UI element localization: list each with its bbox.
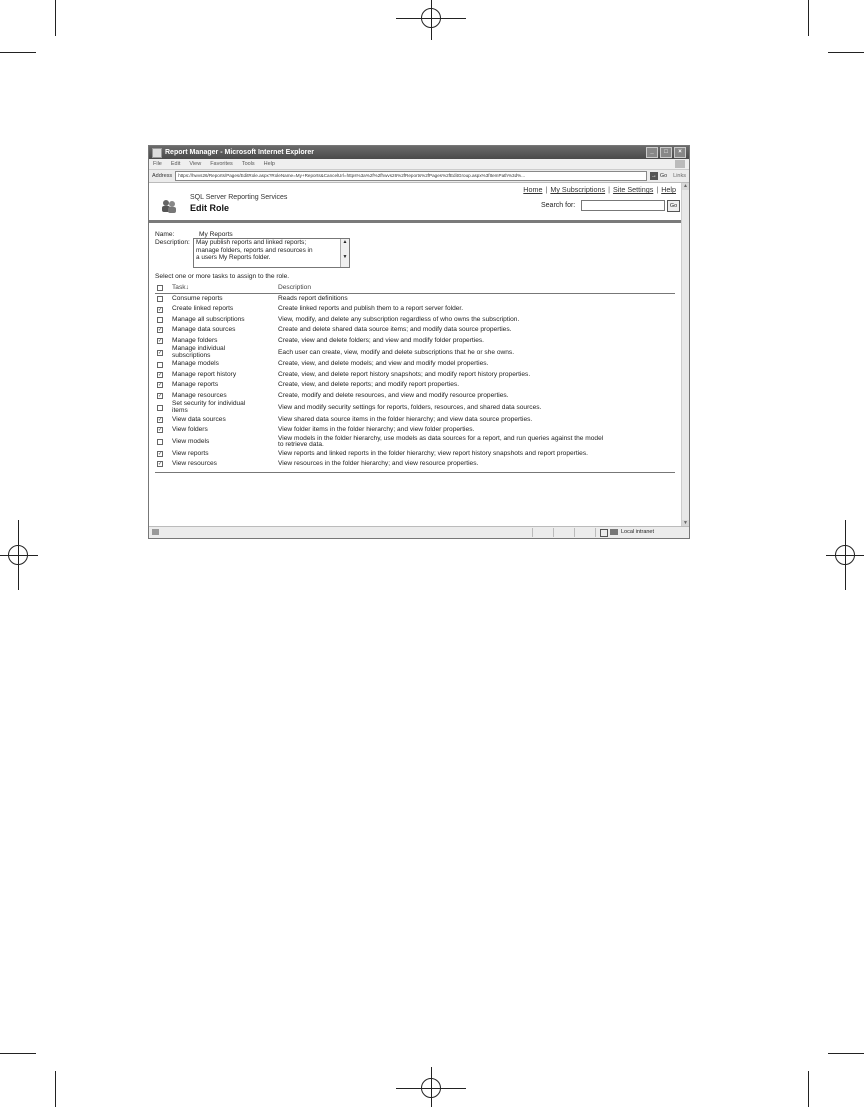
task-row [155,294,675,304]
links-button[interactable]: Links [673,173,686,179]
crop-mark [55,0,56,36]
menu-view[interactable]: View [189,161,202,167]
tasks-table [155,284,675,473]
task-checkbox[interactable] [157,317,163,323]
task-row [155,425,675,435]
name-value: My Reports [199,231,233,238]
task-description [278,393,673,399]
task-row [155,304,675,314]
task-description [278,361,673,367]
task-description [278,372,673,378]
task-name-line: Manage folders [172,336,218,344]
task-name [172,361,274,367]
task-name [172,346,274,359]
task-name-line: View reports [172,449,209,457]
task-name [172,401,274,414]
task-name [172,296,274,302]
task-description [278,451,673,457]
browser-window [148,145,690,539]
task-name-line: View resources [172,460,217,468]
table-header [155,284,675,294]
task-checkbox[interactable] [157,439,163,445]
task-description-line: Create linked reports and publish them to a report server folder. [278,305,464,313]
page-icon [152,529,159,535]
description-line: May publish reports and linked reports; [196,239,307,246]
task-description-line: View and modify security settings for reports, folders, resources, and shared data sources. [278,403,542,411]
task-description [278,405,673,411]
task-checkbox[interactable]: ✓ [158,416,163,423]
task-description [278,382,673,388]
task-name-line: View models [172,437,210,445]
page-scrollbar[interactable] [681,183,689,527]
name-label: Name: [155,231,175,238]
task-name-line: items [172,406,188,414]
task-row [155,359,675,369]
task-name [172,338,274,344]
page-header [149,193,682,217]
task-name-line: Manage individual [172,345,226,353]
crop-mark [808,1071,809,1107]
task-name [172,327,274,333]
menu-help[interactable]: Help [263,161,275,167]
task-description [278,461,673,467]
task-row [155,401,675,415]
task-name-line: View data sources [172,415,226,423]
crop-mark [0,52,36,53]
address-bar [149,170,689,183]
task-name [172,317,274,323]
task-row [155,449,675,459]
status-bar [149,526,689,538]
task-description-line: View resources in the folder hierarchy; and view resource properties. [278,460,479,468]
task-checkbox[interactable] [157,405,163,411]
task-name [172,439,274,445]
title-bar [149,146,689,159]
task-row [155,380,675,390]
maximize-icon[interactable]: □ [660,147,672,158]
task-checkbox[interactable]: ✓ [158,306,163,313]
task-row [155,346,675,360]
task-row [155,336,675,346]
page-content [149,183,682,527]
help-link[interactable]: Help [661,185,676,194]
intranet-icon [610,529,618,535]
task-description [278,306,673,312]
task-row [155,415,675,425]
task-checkbox[interactable]: ✓ [158,349,163,356]
task-name-line: Create linked reports [172,305,234,313]
task-row [155,315,675,325]
task-name-line: Manage resources [172,391,227,399]
menu-edit[interactable]: Edit [170,161,181,167]
crop-mark [828,1053,864,1054]
menu-tools[interactable]: Tools [241,161,255,167]
nav-separator: | [656,185,659,194]
task-description [278,296,673,302]
registration-circle [835,545,855,565]
select-all-checkbox[interactable] [157,285,163,291]
task-description-line: to retrieve data. [278,441,324,449]
menu-bar [149,159,689,170]
task-description-line: Create, view, and delete reports; and modify report properties. [278,381,460,389]
task-name-line: Manage all subscriptions [172,315,245,323]
task-name [172,451,274,457]
task-description-line: Each user can create, view, modify and delete subscriptions that he or she owns. [278,348,515,356]
sort-arrow-icon: ↓ [185,284,189,291]
crop-mark [0,1053,36,1054]
task-row [155,459,675,469]
task-checkbox[interactable]: ✓ [158,382,163,389]
crop-mark [808,0,809,36]
task-name [172,372,274,378]
task-checkbox[interactable]: ✓ [158,461,163,468]
task-description [278,327,673,333]
instruction-text: Select one or more tasks to assign to the role. [155,273,290,280]
task-checkbox[interactable]: ✓ [158,337,163,344]
my-subscriptions-link[interactable]: My Subscriptions [550,185,606,194]
task-name-line: Manage data sources [172,326,236,334]
task-name-line: Manage reports [172,381,219,389]
textarea-scrollbar[interactable]: ▲ ▼ [340,239,349,267]
task-name-line: Consume reports [172,295,223,302]
description-column-header: Description [278,284,311,291]
task-description-line: View folder items in the folder hierarchy; and view folder properties. [278,425,475,433]
task-name [172,417,274,423]
task-name-line: subscriptions [172,351,211,359]
address-input[interactable]: https://hwvs26/Reports/Pages/EditRole.aspx?RoleName=My+Reports&CancelUrl=https%3a%2f%2fhwvs26%2fReports%2fPages%2fEditGroup.aspx%3fItemPath%3d%... [175,171,647,181]
nav-separator: | [608,185,610,194]
task-description-line: View reports and linked reports in the folder hierarchy; view report history snapshots and report properties. [278,449,588,457]
task-column-header[interactable]: Task↓ [172,284,189,291]
task-name [172,461,274,467]
task-name-line: Manage report history [172,370,237,378]
task-description-line: Create, modify and delete resources, and view and modify resource properties. [278,391,509,399]
registration-circle [421,1078,441,1098]
task-description [278,317,673,323]
search-label: Search for: [541,202,576,209]
task-name-line: View folders [172,425,208,433]
status-divider [574,528,575,537]
task-description [278,427,673,433]
description-textarea[interactable] [193,238,350,268]
task-row [155,370,675,380]
lock-icon [600,529,608,537]
window-title: Report Manager - Microsoft Internet Explorer [165,149,314,156]
status-divider [553,528,554,537]
users-icon [161,199,177,213]
task-checkbox[interactable]: ✓ [158,372,163,379]
description-label: Description: [155,239,190,246]
search-input[interactable] [581,200,665,211]
product-name: SQL Server Reporting Services [190,194,288,201]
task-description [278,338,673,344]
registration-circle [8,545,28,565]
crop-mark [828,52,864,53]
registration-circle [421,8,441,28]
task-description-line: View shared data source items in the folder hierarchy; and view data source properties. [278,415,533,423]
task-name-line: Set security for individual [172,400,246,408]
site-settings-link[interactable]: Site Settings [612,185,654,194]
page-title: Edit Role [190,203,230,213]
description-line: a users My Reports folder. [196,254,271,262]
go-arrow-icon[interactable]: → [650,173,657,179]
task-description-line: View, modify, and delete any subscription regardless of who owns the subscription. [278,315,520,323]
task-name [172,306,274,312]
task-name-line: Manage models [172,360,219,368]
task-name [172,382,274,388]
task-checkbox[interactable]: ✓ [158,327,163,334]
menu-file[interactable]: File [153,161,162,167]
task-description-line: View models in the folder hierarchy, use models as data sources for a report, and run queries against the model [278,434,604,442]
task-row [155,325,675,335]
crop-mark [55,1071,56,1107]
ie-icon [152,148,162,158]
task-description-line: Create, view, and delete models; and view and modify model properties. [278,360,489,368]
scroll-down-icon[interactable]: ▼ [683,520,688,526]
task-row [155,435,675,449]
close-icon[interactable]: × [674,147,686,158]
security-zone: Local intranet [621,529,655,535]
task-checkbox[interactable]: ✓ [158,427,163,434]
task-name [172,427,274,433]
table-bottom-rule [155,472,675,473]
go-button[interactable]: Go [659,173,668,179]
task-description-line: Create, view, and delete report history snapshots; and modify report history properties. [278,370,531,378]
task-description [278,350,673,356]
task-checkbox[interactable]: ✓ [158,450,163,457]
task-description [278,417,673,423]
search-go-button[interactable]: Go [667,200,680,212]
status-divider [532,528,533,537]
header-divider [149,220,682,223]
home-link[interactable]: Home [523,185,543,194]
menu-favorites[interactable]: Favorites [210,161,233,167]
task-checkbox[interactable] [157,296,163,302]
task-checkbox[interactable] [157,362,163,368]
address-label: Address [152,173,173,179]
status-divider [595,528,596,537]
task-description-line: Reads report definitions [278,295,348,302]
nav-separator: | [545,185,548,194]
task-description-line: Create, view and delete folders; and view and modify folder properties. [278,336,484,344]
description-line: manage folders, reports and resources in [196,246,313,254]
task-name [172,393,274,399]
scroll-up-icon[interactable]: ▲ [683,183,688,189]
minimize-icon[interactable]: _ [646,147,658,158]
task-description-line: Create and delete shared data source items; and modify data source properties. [278,326,512,334]
windows-flag-icon [675,160,685,168]
task-rows [155,294,675,470]
task-description [278,436,673,449]
task-checkbox[interactable]: ✓ [158,392,163,399]
